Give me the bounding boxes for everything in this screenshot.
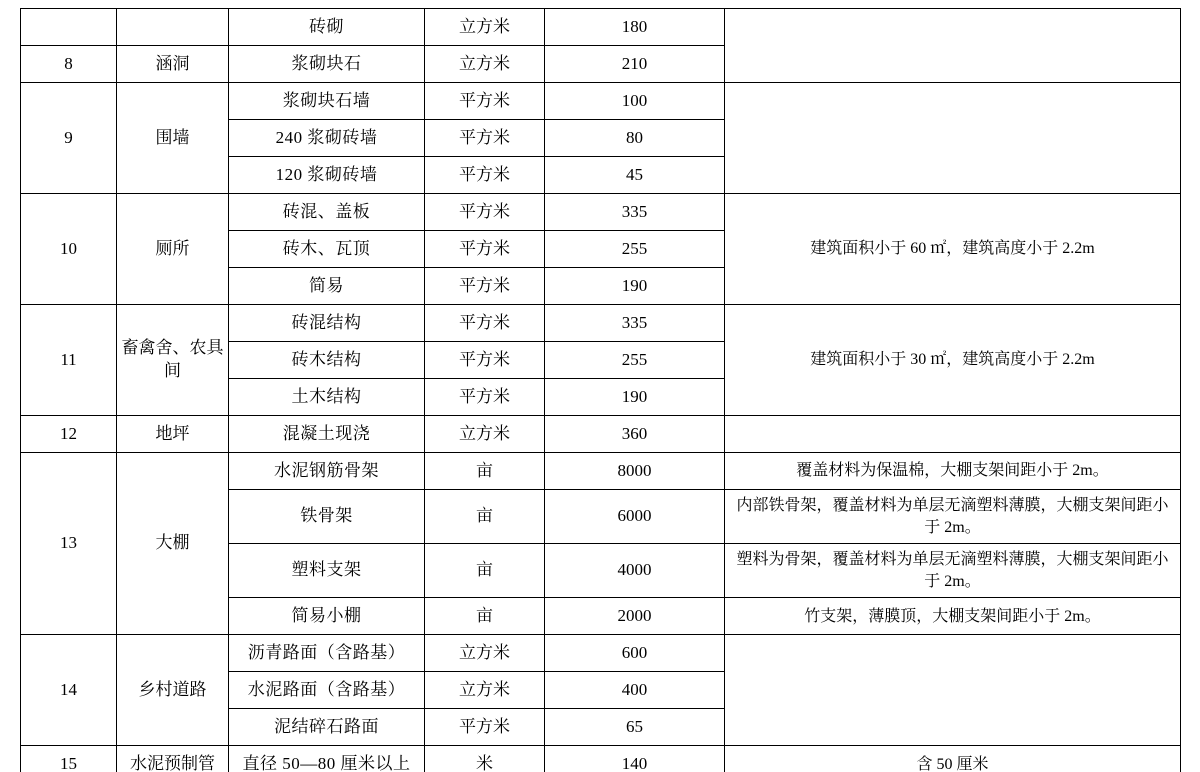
table-row <box>21 305 1181 342</box>
cell-no: 9 <box>21 83 117 194</box>
cell-price: 335 <box>545 305 725 342</box>
cell-spec: 120 浆砌砖墙 <box>229 157 425 194</box>
cell-spec: 240 浆砌砖墙 <box>229 120 425 157</box>
cell-spec: 水泥路面（含路基） <box>229 672 425 709</box>
cell-no: 11 <box>21 305 117 416</box>
cell-unit: 平方米 <box>425 83 545 120</box>
cell-spec: 直径 50—80 厘米以上 <box>229 746 425 772</box>
cell-price: 140 <box>545 746 725 772</box>
table-row <box>21 9 1181 46</box>
cell-price: 255 <box>545 231 725 268</box>
cell-unit: 亩 <box>425 490 545 544</box>
table-row <box>21 746 1181 772</box>
cell-price: 255 <box>545 342 725 379</box>
cell-note <box>725 9 1181 83</box>
cell-price: 45 <box>545 157 725 194</box>
table-row <box>21 194 1181 231</box>
cell-note: 建筑面积小于 60 ㎡，建筑高度小于 2.2m <box>725 194 1181 305</box>
cell-unit: 平方米 <box>425 379 545 416</box>
cell-unit: 平方米 <box>425 157 545 194</box>
cell-unit: 平方米 <box>425 268 545 305</box>
cell-no: 12 <box>21 416 117 453</box>
cell-item: 地坪 <box>117 416 229 453</box>
cell-note <box>725 83 1181 194</box>
cell-unit: 亩 <box>425 453 545 490</box>
cell-note: 塑料为骨架，覆盖材料为单层无滴塑料薄膜，大棚支架间距小于 2m。 <box>725 544 1181 598</box>
cell-note: 竹支架，薄膜顶，大棚支架间距小于 2m。 <box>725 598 1181 635</box>
cell-price: 4000 <box>545 544 725 598</box>
cell-no: 13 <box>21 453 117 635</box>
cell-unit: 平方米 <box>425 342 545 379</box>
cell-spec: 混凝土现浇 <box>229 416 425 453</box>
cell-note: 含 50 厘米 <box>725 746 1181 772</box>
cell-price: 8000 <box>545 453 725 490</box>
cell-price: 80 <box>545 120 725 157</box>
cell-unit: 平方米 <box>425 305 545 342</box>
table-row <box>21 453 1181 490</box>
cell-price: 335 <box>545 194 725 231</box>
cell-price: 600 <box>545 635 725 672</box>
cell-price: 400 <box>545 672 725 709</box>
cell-spec: 水泥钢筋骨架 <box>229 453 425 490</box>
cell-unit: 立方米 <box>425 9 545 46</box>
cell-unit: 平方米 <box>425 120 545 157</box>
cell-unit: 亩 <box>425 544 545 598</box>
cell-spec: 砖混结构 <box>229 305 425 342</box>
cell-price: 190 <box>545 268 725 305</box>
cell-note: 内部铁骨架，覆盖材料为单层无滴塑料薄膜，大棚支架间距小于 2m。 <box>725 490 1181 544</box>
cell-no <box>21 9 117 46</box>
cell-unit: 立方米 <box>425 416 545 453</box>
cell-spec: 铁骨架 <box>229 490 425 544</box>
cell-unit: 立方米 <box>425 672 545 709</box>
compensation-standards-table <box>20 8 1181 772</box>
table-row <box>21 83 1181 120</box>
cell-no: 15 <box>21 746 117 772</box>
cell-price: 360 <box>545 416 725 453</box>
table-row <box>21 416 1181 453</box>
cell-spec: 浆砌块石 <box>229 46 425 83</box>
cell-spec: 砖木结构 <box>229 342 425 379</box>
cell-spec: 泥结碎石路面 <box>229 709 425 746</box>
cell-price: 2000 <box>545 598 725 635</box>
cell-spec: 简易 <box>229 268 425 305</box>
cell-price: 65 <box>545 709 725 746</box>
cell-unit: 平方米 <box>425 194 545 231</box>
cell-item: 水泥预制管 <box>117 746 229 772</box>
cell-note: 建筑面积小于 30 ㎡，建筑高度小于 2.2m <box>725 305 1181 416</box>
cell-spec: 浆砌块石墙 <box>229 83 425 120</box>
cell-no: 8 <box>21 46 117 83</box>
cell-spec: 土木结构 <box>229 379 425 416</box>
table-row <box>21 635 1181 672</box>
cell-price: 6000 <box>545 490 725 544</box>
cell-unit: 平方米 <box>425 231 545 268</box>
cell-spec: 砖木、瓦顶 <box>229 231 425 268</box>
cell-item: 围墙 <box>117 83 229 194</box>
cell-item: 大棚 <box>117 453 229 635</box>
cell-item <box>117 9 229 46</box>
cell-no: 10 <box>21 194 117 305</box>
cell-no: 14 <box>21 635 117 746</box>
cell-price: 210 <box>545 46 725 83</box>
cell-item: 涵洞 <box>117 46 229 83</box>
cell-price: 190 <box>545 379 725 416</box>
cell-price: 100 <box>545 83 725 120</box>
cell-note <box>725 416 1181 453</box>
cell-item: 畜禽舍、农具间 <box>117 305 229 416</box>
cell-spec: 简易小棚 <box>229 598 425 635</box>
cell-item: 乡村道路 <box>117 635 229 746</box>
cell-unit: 立方米 <box>425 635 545 672</box>
cell-spec: 砖混、盖板 <box>229 194 425 231</box>
cell-item: 厕所 <box>117 194 229 305</box>
cell-unit: 立方米 <box>425 46 545 83</box>
cell-note: 覆盖材料为保温棉，大棚支架间距小于 2m。 <box>725 453 1181 490</box>
cell-unit: 米 <box>425 746 545 772</box>
cell-spec: 砖砌 <box>229 9 425 46</box>
cell-unit: 亩 <box>425 598 545 635</box>
cell-note <box>725 635 1181 746</box>
cell-unit: 平方米 <box>425 709 545 746</box>
cell-spec: 沥青路面（含路基） <box>229 635 425 672</box>
cell-price: 180 <box>545 9 725 46</box>
cell-spec: 塑料支架 <box>229 544 425 598</box>
